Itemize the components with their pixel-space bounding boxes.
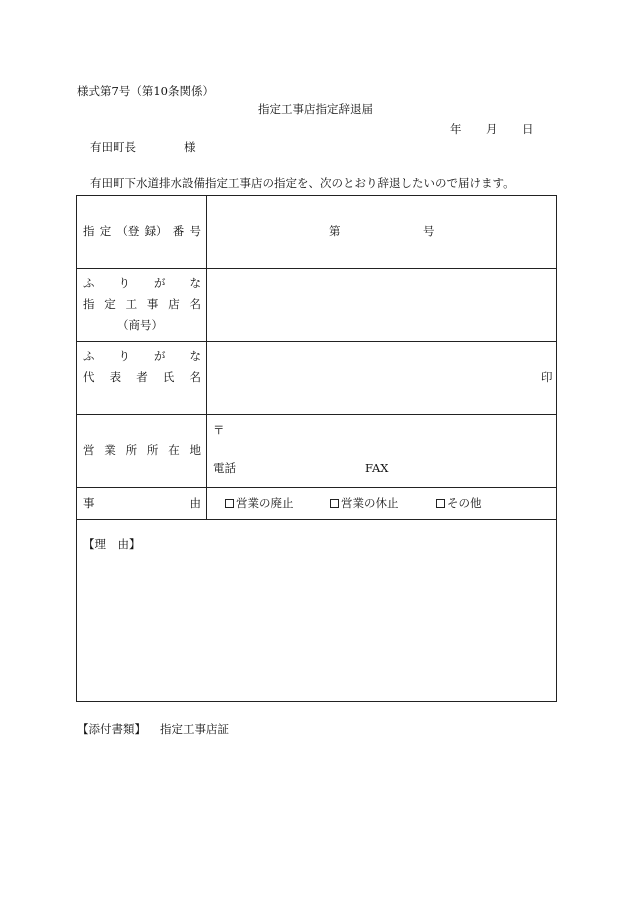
reason-type-row: [77, 488, 556, 520]
registration-number-field[interactable]: [207, 196, 556, 268]
shop-name-row: [77, 269, 556, 342]
reason-detail-area[interactable]: [77, 520, 556, 701]
attachments-label: 【添付書類】: [77, 722, 146, 736]
date-year-label: 年: [450, 122, 462, 136]
shop-name-field[interactable]: [207, 269, 556, 341]
document-title: 指定工事店指定辞退届: [258, 102, 373, 116]
representative-name-field[interactable]: [207, 342, 556, 414]
option-business-suspension[interactable]: 営業の休止: [330, 498, 399, 510]
number-suffix: 号: [423, 224, 435, 238]
representative-row: [77, 342, 556, 415]
checkbox-icon[interactable]: [436, 499, 445, 508]
reason-detail-label: 【理 由】: [83, 537, 141, 551]
attachments-value: 指定工事店証: [160, 722, 229, 736]
office-address-row: [77, 415, 556, 488]
trade-name-label: （商号）: [117, 318, 163, 332]
postal-mark: 〒: [213, 423, 225, 437]
office-address-label: 営 業 所 所 在 地: [83, 443, 201, 457]
addressee-honorific: 様: [184, 140, 196, 154]
reason-type-label: 事 由: [83, 496, 201, 510]
option-other[interactable]: その他: [436, 498, 482, 510]
phone-label: 電話: [213, 461, 236, 475]
shop-name-label: 指 定 工 事 店 名: [83, 297, 201, 311]
checkbox-icon[interactable]: [330, 499, 339, 508]
intro-text: 有田町下水道排水設備指定工事店の指定を、次のとおり辞退したいので届けます。: [90, 176, 515, 190]
office-address-field[interactable]: [207, 415, 556, 487]
option-business-closure[interactable]: 営業の廃止: [225, 498, 294, 510]
registration-number-label: 指 定 （登 録） 番 号: [83, 224, 201, 238]
seal-mark: 印: [541, 370, 553, 384]
shop-name-furigana-label: ふ り が な: [83, 276, 201, 290]
registration-number-row: [77, 196, 556, 269]
number-prefix: 第: [329, 224, 341, 238]
withdrawal-form-table: [76, 195, 557, 702]
representative-name-label: 代 表 者 氏 名: [83, 370, 201, 384]
representative-furigana-label: ふ り が な: [83, 349, 201, 363]
date-day-label: 日: [522, 122, 534, 136]
checkbox-icon[interactable]: [225, 499, 234, 508]
fax-label: FAX: [365, 461, 389, 475]
addressee: 有田町長: [90, 140, 136, 154]
form-number: 様式第7号（第10条関係）: [77, 84, 214, 98]
date-month-label: 月: [486, 122, 498, 136]
